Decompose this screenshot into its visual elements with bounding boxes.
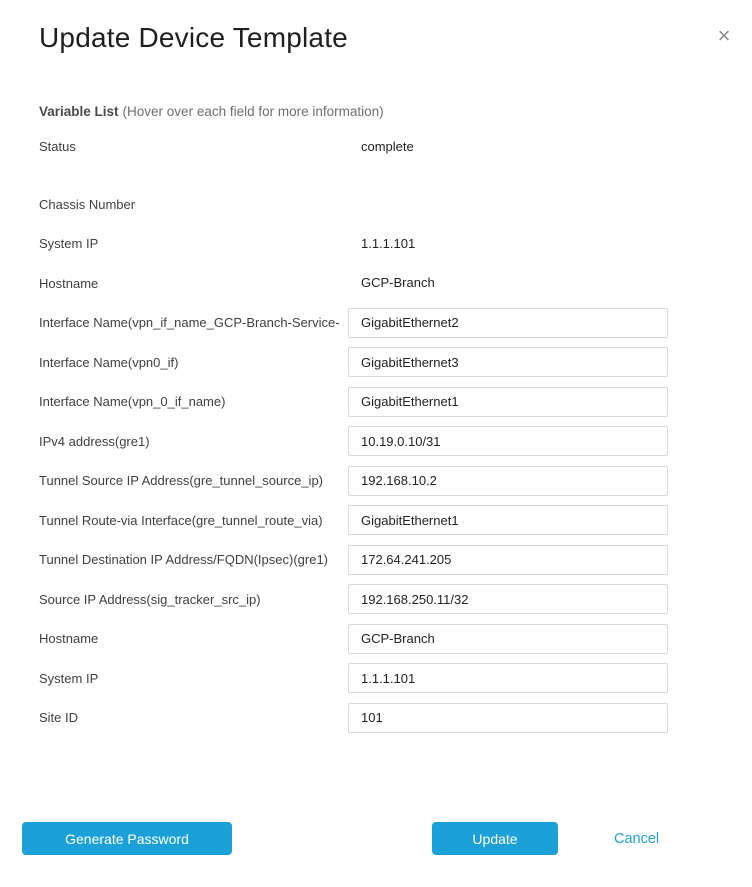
tunnel-route-via-label: Tunnel Route-via Interface(gre_tunnel_route_via) [39,512,323,528]
field-row-site-id [0,698,752,738]
hostname-label: Hostname [39,631,99,647]
hostname-static-label: Hostname [39,275,99,291]
hostname-static-value: GCP-Branch [361,275,435,291]
update-device-template-dialog [0,22,752,887]
update-button[interactable]: Update [432,822,558,855]
variable-list [0,127,752,738]
tunnel-source-ip-input[interactable] [348,466,668,496]
field-row-system-ip-static [0,224,752,264]
interface-name-service-vpn-label: Interface Name(vpn_if_name_GCP-Branch-Service- [39,315,340,331]
close-button[interactable] [710,22,738,50]
field-row-status [0,127,752,167]
system-ip-input[interactable] [348,663,668,693]
interface-name-vpn-0-if-name-input[interactable] [348,387,668,417]
field-row-ipv4-address-gre1 [0,422,752,462]
field-row-tunnel-route-via [0,501,752,541]
field-row-interface-name-vpn0-if [0,343,752,383]
field-row-tunnel-source-ip [0,461,752,501]
system-ip-static-label: System IP [39,236,99,252]
interface-name-service-vpn-input[interactable] [348,308,668,338]
interface-name-vpn-0-if-name-label: Interface Name(vpn_0_if_name) [39,394,226,410]
source-ip-tracker-input[interactable] [348,584,668,614]
field-row-tunnel-destination-ip [0,540,752,580]
system-ip-label: System IP [39,670,99,686]
variable-list-heading [39,103,752,120]
status-value: complete [361,138,414,154]
field-row-interface-name-vpn-0-if-name [0,382,752,422]
ipv4-address-gre1-input[interactable] [348,426,668,456]
field-row-source-ip-tracker [0,580,752,620]
tunnel-destination-ip-input[interactable] [348,545,668,575]
cancel-button[interactable]: Cancel [614,822,659,855]
variable-list-hint: (Hover over each field for more information) [122,104,384,119]
hostname-input[interactable] [348,624,668,654]
close-icon: × [717,23,731,48]
tunnel-route-via-input[interactable] [348,505,668,535]
tunnel-source-ip-label: Tunnel Source IP Address(gre_tunnel_source_ip) [39,473,324,489]
ipv4-address-gre1-label: IPv4 address(gre1) [39,433,150,449]
site-id-input[interactable] [348,703,668,733]
page-title: Update Device Template [39,22,348,53]
field-row-hostname [0,619,752,659]
generate-password-button[interactable]: Generate Password [22,822,232,855]
tunnel-destination-ip-label: Tunnel Destination IP Address/FQDN(Ipsec)(gre1) [39,552,329,568]
variable-list-label: Variable List [39,104,119,119]
chassis-number-label: Chassis Number [39,196,136,212]
field-row-hostname-static [0,264,752,304]
system-ip-static-value: 1.1.1.101 [361,235,416,251]
field-row-chassis-number [0,185,752,225]
site-id-label: Site ID [39,710,79,726]
field-row-system-ip [0,659,752,699]
interface-name-vpn0-if-label: Interface Name(vpn0_if) [39,354,179,370]
status-label: Status [39,139,76,155]
field-row-interface-name-service-vpn [0,303,752,343]
dialog-footer [0,822,752,855]
interface-name-vpn0-if-input[interactable] [348,347,668,377]
source-ip-tracker-label: Source IP Address(sig_tracker_src_ip) [39,591,261,607]
